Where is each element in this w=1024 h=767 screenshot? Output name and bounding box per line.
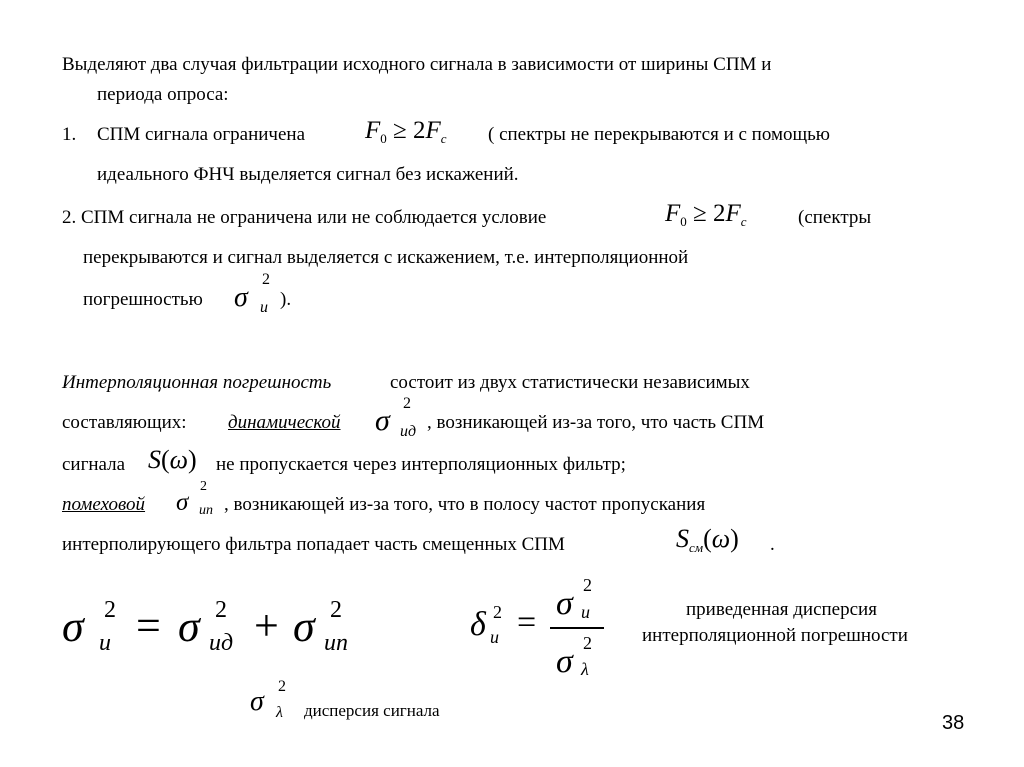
frac-num-sigma: σ — [556, 585, 573, 622]
frac-den-sigma: σ — [556, 643, 573, 680]
eq-plus: + — [254, 601, 279, 650]
s-omega-formula: S(ω) — [148, 445, 197, 474]
eq-sigma-un-sub: ип — [324, 630, 348, 656]
reduced-variance-line-2: интерполяционной погрешности — [642, 625, 908, 646]
reduced-variance-line-1: приведенная дисперсия — [686, 599, 877, 620]
case1-condition-formula: $F_0 \ge 2F_c$ — [365, 117, 447, 146]
case1-condition-text: ( спектры не перекрываются и с помощью — [488, 124, 830, 145]
eq-equals: = — [136, 601, 161, 650]
signal-variance-label: дисперсия сигнала — [304, 701, 440, 720]
case2-condition-formula: $F_0 \ge 2F_c$ — [665, 200, 747, 229]
filter-end: . — [770, 534, 775, 555]
frac-equals: = — [517, 604, 537, 641]
frac-den-sub: λ — [581, 659, 589, 679]
dynamic-rest: , возникающей из-за того, что часть СПМ — [427, 412, 765, 433]
interp-error-term: Интерполяционная погрешность — [62, 372, 332, 393]
delta-u: δ — [470, 606, 486, 643]
sigma-un: σ — [176, 489, 189, 516]
case1-text: СПМ сигнала ограничена — [97, 124, 306, 145]
frac-num-exp: 2 — [583, 575, 592, 595]
eq-sigma-ud-exp: 2 — [215, 597, 227, 623]
f0-symbol: F — [365, 117, 381, 144]
components-label: составляющих: — [62, 412, 187, 433]
sigma-ud: σ — [375, 404, 390, 437]
case1-number: 1. — [62, 124, 77, 145]
signal-rest: не пропускается через интерполяционных фильтр; — [216, 454, 626, 475]
intro-line-2: периода опроса: — [97, 84, 229, 105]
case2-close: ). — [280, 289, 292, 310]
page-number: 38 — [942, 712, 965, 734]
case2-line-2: перекрываются и сигнал выделяется с искажением, т.е. интерполяционной — [83, 247, 689, 268]
sigma-un-exp: 2 — [200, 479, 207, 494]
sigma-u-sub: и — [260, 299, 268, 316]
case1-line-2: идеального ФНЧ выделяется сигнал без искажений. — [97, 164, 519, 185]
frac-den-exp: 2 — [583, 633, 592, 653]
signal-word: сигнала — [62, 454, 126, 475]
sigma-ud-exp: 2 — [403, 395, 411, 412]
eq-sigma-ud: σ — [178, 602, 200, 651]
sigma-lambda: σ — [250, 686, 264, 717]
eq-sigma-u: σ — [62, 602, 84, 651]
interp-error-rest: состоит из двух статистически независимых — [390, 372, 750, 393]
intro-line-1: Выделяют два случая фильтрации исходного сигнала в зависимости от ширины СПМ и — [62, 54, 772, 75]
noise-term: помеховой — [62, 494, 146, 515]
sigma-un-sub: ип — [199, 503, 213, 518]
sigma-lambda-exp: 2 — [278, 678, 286, 695]
case2-text: 2. СПМ сигнала не ограничена или не соблюдается условие — [62, 207, 547, 228]
eq-sigma-u-exp: 2 — [104, 597, 116, 623]
sigma-ud-sub: ид — [400, 423, 417, 440]
noise-rest: , возникающей из-за того, что в полосу частот пропускания — [224, 494, 706, 515]
delta-u-exp: 2 — [493, 602, 502, 622]
eq-sigma-u-sub: и — [99, 630, 111, 656]
eq-sigma-un-exp: 2 — [330, 597, 342, 623]
frac-num-sub: и — [581, 602, 590, 622]
delta-u-sub: и — [490, 627, 499, 647]
fraction-bar — [550, 627, 604, 629]
eq-sigma-ud-sub: ид — [209, 630, 234, 656]
filter-line: интерполирующего фильтра попадает часть смещенных СПМ — [62, 534, 565, 555]
sigma-u-squared: σ — [234, 282, 248, 313]
dynamic-term: динамической — [228, 412, 341, 433]
sigma-lambda-sub: λ — [276, 704, 283, 721]
case2-line-3: погрешностью — [83, 289, 203, 310]
sigma-u-exp: 2 — [262, 271, 270, 288]
s-sm-omega-formula: $S_{см}(\omega)$ — [676, 524, 739, 555]
eq-sigma-un: σ — [293, 602, 315, 651]
case2-paren-text: (спектры — [798, 207, 872, 228]
